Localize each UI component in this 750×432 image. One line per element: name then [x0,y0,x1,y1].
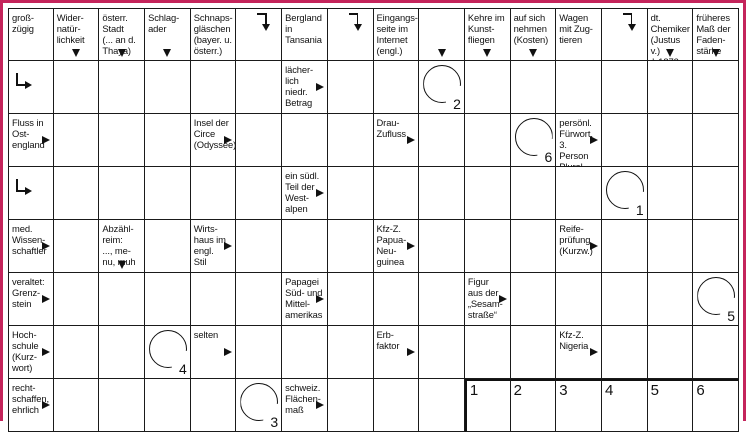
clue-text: Eingangs- seite im Internet (engl.) [376,12,418,56]
answer-cell[interactable] [693,167,739,220]
answer-cell[interactable] [648,167,694,220]
clue-text: groß- zügig [12,12,34,34]
clue-cell [282,61,328,114]
clue-cell [191,220,237,273]
answer-cell[interactable] [236,114,282,167]
clue-cell [511,8,557,61]
arrow-right-icon [42,242,50,250]
answer-cell[interactable] [99,379,145,432]
answer-cell[interactable] [54,220,100,273]
answer-cell[interactable] [511,273,557,326]
corner-arrow-down-icon [623,13,639,31]
clue-text: früheres Maß der Faden- stärke [696,12,731,56]
answer-cell[interactable] [419,273,465,326]
answer-cell[interactable] [465,220,511,273]
clue-text: Bergland in Tansania [285,12,322,45]
clue-cell [374,220,420,273]
clue-text: med. Wissen- schaftler [12,223,47,256]
answer-cell[interactable] [328,326,374,379]
answer-cell[interactable] [374,273,420,326]
arrow-right-icon [316,401,324,409]
clue-text: Papagei Süd- und Mittel- amerikas [285,276,323,320]
clue-text: ein südl. Teil der West- alpen [285,170,320,214]
answer-cell[interactable] [191,167,237,220]
answer-cell[interactable] [693,326,739,379]
clue-text: veraltet: Grenz- stein [12,276,45,309]
clue-text: selten [193,329,219,340]
answer-cell[interactable] [145,273,191,326]
answer-cell[interactable] [374,61,420,114]
corner-arrow-down-icon [257,13,273,31]
clue-cell [8,379,54,432]
answer-cell[interactable] [648,114,694,167]
arrow-down-icon [666,49,674,57]
arrow-down-icon [529,49,537,57]
answer-cell[interactable] [602,61,648,114]
corner-arrow-down-icon [349,13,365,31]
solution-cell[interactable] [236,379,282,432]
answer-cell[interactable] [54,167,100,220]
arrow-right-icon [224,242,232,250]
clue-cell [556,114,602,167]
corner-arrow-right-icon [16,179,36,195]
arrow-down-icon [118,261,126,269]
clue-cell [191,114,237,167]
arrow-down-icon [438,49,446,57]
arrow-right-icon [590,242,598,250]
answer-cell[interactable] [145,167,191,220]
clue-text: Erb- faktor [376,329,400,351]
clue-cell [282,167,328,220]
answer-cell[interactable] [328,167,374,220]
clue-cell [374,326,420,379]
answer-cell[interactable] [465,114,511,167]
clue-text: Insel der Circe (Odyssee) [193,117,237,150]
clue-text: Fluss in Ost- england [12,117,45,150]
clue-cell [99,220,145,273]
answer-cell[interactable] [54,61,100,114]
clue-cell [465,273,511,326]
clue-cell [8,61,54,114]
answer-cell[interactable] [236,326,282,379]
clue-text: österr. Stadt (... an d. Thaya) [102,12,136,56]
answer-cell[interactable] [419,220,465,273]
answer-cell[interactable] [693,61,739,114]
answer-cell[interactable] [556,273,602,326]
answer-cell[interactable] [602,326,648,379]
solution-key-cell[interactable] [693,379,739,432]
answer-cell[interactable] [99,61,145,114]
solution-cell[interactable] [145,326,191,379]
clue-cell [8,273,54,326]
answer-cell[interactable] [511,220,557,273]
answer-cell[interactable] [282,114,328,167]
clue-cell [54,8,100,61]
answer-cell[interactable] [99,273,145,326]
clue-text: auf sich nehmen (Kosten) [513,12,549,45]
solution-key-cell[interactable] [511,379,557,432]
solution-cell[interactable] [419,61,465,114]
answer-cell[interactable] [236,220,282,273]
clue-text: recht- schaffen, ehrlich [12,382,49,415]
solution-key-cell[interactable] [465,379,511,432]
arrow-right-icon [407,348,415,356]
answer-cell[interactable] [54,114,100,167]
arrow-right-icon [316,83,324,91]
solution-key-number: 2 [513,382,522,399]
clue-text: Kfz-Z. Nigeria [559,329,589,351]
clue-cell [693,8,739,61]
solution-number: 1 [635,202,644,218]
clue-text: Hoch- schule (Kurz- wort) [12,329,39,373]
clue-cell [556,326,602,379]
clue-cell [374,114,420,167]
solution-key-number: 5 [650,382,659,399]
solution-number: 5 [727,308,735,324]
arrow-right-icon [316,189,324,197]
clue-cell [99,8,145,61]
clue-text: lächer- lich niedr. Betrag [285,64,314,108]
clue-text: Figur aus der „Sesam- straße“ [467,276,503,320]
clue-text: dt. Chemiker (Justus v.) [650,12,690,56]
answer-cell[interactable] [191,273,237,326]
answer-cell[interactable] [419,379,465,432]
answer-cell[interactable] [236,167,282,220]
corner-arrow-right-icon [16,73,36,89]
solution-key-cell[interactable] [602,379,648,432]
solution-key-cell[interactable] [556,379,602,432]
clue-cell [8,114,54,167]
answer-cell[interactable] [328,273,374,326]
clue-text: Wagen mit Zug- tieren [559,12,593,45]
solution-cell[interactable] [511,114,557,167]
clue-cell [8,220,54,273]
answer-cell[interactable] [191,61,237,114]
clue-text: Wider- natür- lichkeit [56,12,85,45]
answer-cell[interactable] [648,61,694,114]
solution-number: 2 [453,96,461,112]
answer-cell[interactable] [693,114,739,167]
answer-cell[interactable] [693,220,739,273]
clue-cell [8,8,54,61]
clue-text: Drau- Zufluss [376,117,407,139]
answer-cell[interactable] [419,326,465,379]
answer-cell[interactable] [511,326,557,379]
answer-cell[interactable] [648,326,694,379]
clue-cell [8,167,54,220]
answer-cell[interactable] [511,167,557,220]
answer-cell[interactable] [419,114,465,167]
clue-text: Wirts- haus im engl. Stil [193,223,226,267]
answer-cell[interactable] [602,114,648,167]
solution-number: 3 [270,414,279,430]
clue-cell [8,326,54,379]
solution-cell[interactable] [693,273,739,326]
answer-cell[interactable] [99,114,145,167]
answer-cell[interactable] [328,220,374,273]
arrow-right-icon [42,348,50,356]
solution-key-number: 6 [696,382,705,399]
arrow-right-icon [499,295,507,303]
arrow-down-icon [483,49,491,57]
clue-text: Kehre im Kunst- fliegen [467,12,505,45]
clue-cell [282,273,328,326]
arrow-down-icon [118,49,126,57]
clue-text: Schlag- ader [148,12,180,34]
answer-cell[interactable] [145,220,191,273]
solution-key-cell[interactable] [648,379,694,432]
arrow-right-icon [42,295,50,303]
answer-cell[interactable] [465,61,511,114]
answer-cell[interactable] [328,61,374,114]
clue-cell [191,8,237,61]
arrow-right-icon [407,136,415,144]
answer-cell[interactable] [465,326,511,379]
arrow-right-icon [42,401,50,409]
clue-cell [602,8,648,61]
answer-cell[interactable] [511,61,557,114]
clue-cell [328,8,374,61]
answer-cell[interactable] [556,167,602,220]
answer-cell[interactable] [374,167,420,220]
arrow-right-icon [42,136,50,144]
answer-cell[interactable] [648,273,694,326]
clue-text: Schnaps- gläschen (bayer. u. österr.) [193,12,233,56]
clue-cell [465,8,511,61]
arrow-right-icon [224,136,232,144]
answer-cell[interactable] [602,273,648,326]
arrow-right-icon [316,295,324,303]
answer-cell[interactable] [191,379,237,432]
answer-cell[interactable] [236,273,282,326]
answer-cell[interactable] [556,61,602,114]
solution-key-number: 4 [604,382,614,399]
solution-number: 4 [178,361,187,377]
answer-cell[interactable] [99,167,145,220]
solution-key-number: 3 [559,382,568,399]
arrow-right-icon [590,348,598,356]
clue-text: Kfz-Z. Papua- Neu- guinea [376,223,407,267]
arrow-down-icon [72,49,80,57]
clue-cell [374,8,420,61]
answer-cell[interactable] [145,114,191,167]
solution-cell[interactable] [602,167,648,220]
solution-number: 6 [544,149,553,165]
answer-cell[interactable] [236,61,282,114]
answer-cell[interactable] [602,220,648,273]
answer-cell[interactable] [99,326,145,379]
solution-key-number: 1 [469,382,479,399]
answer-cell[interactable] [328,379,374,432]
clue-text: schweiz. Flächen- maß [285,382,321,415]
clue-cell [282,379,328,432]
arrow-right-icon [224,348,232,356]
answer-cell[interactable] [282,326,328,379]
clue-cell [556,8,602,61]
clue-text: Abzähl- reim: ..., me- nu, muh [102,223,136,267]
arrow-right-icon [407,242,415,250]
answer-cell[interactable] [282,220,328,273]
answer-cell[interactable] [145,61,191,114]
answer-cell[interactable] [465,167,511,220]
clue-cell [145,8,191,61]
answer-cell[interactable] [54,326,100,379]
clue-text: persönl. Fürwort, 3. Person [559,117,593,161]
arrow-down-icon [163,49,171,57]
answer-cell[interactable] [54,379,100,432]
crossword-grid [8,8,739,432]
answer-cell[interactable] [374,379,420,432]
answer-cell[interactable] [145,379,191,432]
clue-cell [648,8,694,61]
arrow-right-icon [590,136,598,144]
answer-cell[interactable] [648,220,694,273]
clue-cell [236,8,282,61]
clue-cell [556,220,602,273]
clue-text: Reife- prüfung (Kurzw.) [559,223,593,256]
answer-cell[interactable] [54,273,100,326]
answer-cell[interactable] [328,114,374,167]
clue-cell [419,8,465,61]
answer-cell[interactable] [419,167,465,220]
clue-cell [282,8,328,61]
arrow-down-icon [712,49,720,57]
clue-cell [191,326,237,379]
